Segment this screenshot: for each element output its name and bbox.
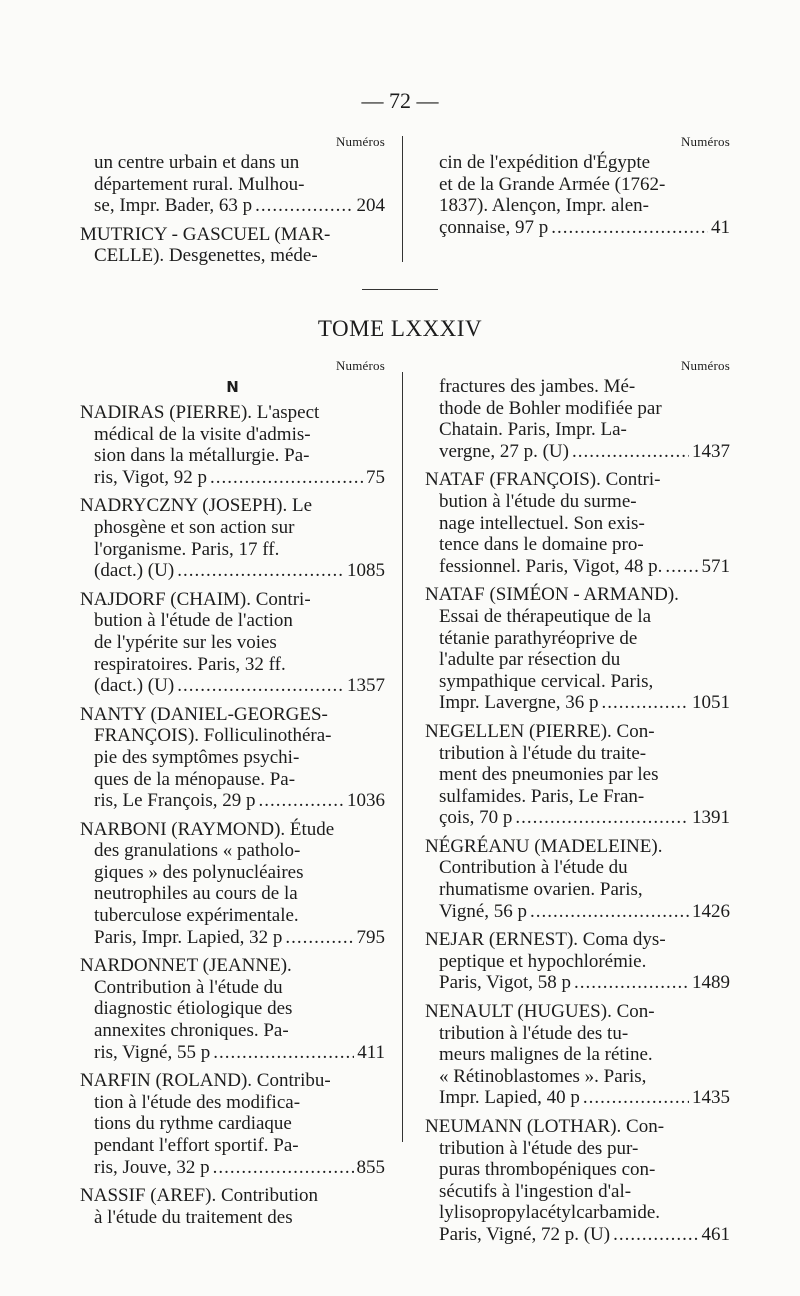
entry-tail-text: Paris, Impr. Lapied, 32 p (94, 926, 283, 948)
leader-dots (255, 195, 353, 217)
entry-line: fractures des jambes. Mé- (439, 376, 636, 397)
entry-line: Contribution à l'étude du (94, 976, 283, 998)
index-entry (425, 1001, 730, 1109)
index-entry (80, 704, 385, 812)
entry-line: bution à l'étude du surme- (439, 490, 637, 512)
entry-tail (94, 195, 385, 217)
right-column (425, 358, 730, 1253)
page-number: — 72 — (361, 88, 439, 113)
entry-line: lylisopropylacétylcarbamide. (439, 1202, 661, 1224)
entry-line: NENAULT (HUGUES). Con- (425, 1001, 655, 1023)
entry-number: 75 (366, 466, 385, 488)
entry-number: 1357 (347, 675, 385, 697)
entry-number: 1489 (692, 972, 730, 994)
entry-number: 1051 (692, 692, 730, 714)
entry-tail-text: vergne, 27 p. (U) (439, 440, 569, 462)
entry-line: tribution à l'étude des tu- (439, 1022, 629, 1044)
entry-line: l'organisme. Paris, 17 ff. (94, 538, 280, 560)
leader-dots (551, 217, 708, 239)
entry-line: NADRYCZNY (JOSEPH). Le (80, 495, 313, 517)
entry-line: respiratoires. Paris, 32 ff. (94, 653, 286, 675)
entry-line: à l'étude du traitement des (94, 1206, 293, 1228)
numeros-header: Numéros (335, 134, 385, 149)
entry-tail (439, 972, 730, 994)
entry-tail (439, 556, 730, 578)
index-entry (80, 819, 385, 949)
entry-tail-text: Vigné, 56 p (439, 900, 528, 922)
index-entry (425, 836, 730, 922)
entry-line: sympathique cervical. Paris, (439, 670, 654, 692)
entry-line: NASSIF (AREF). Contribution (80, 1185, 319, 1207)
entry-number: 204 (356, 195, 385, 217)
left-entries (80, 402, 385, 1228)
entry-number: 461 (701, 1223, 730, 1245)
entry-tail-text: Paris, Vigné, 72 p. (U) (439, 1223, 611, 1245)
entry-line: sécutifs à l'ingestion d'al- (439, 1180, 632, 1202)
entry-line: NARBONI (RAYMOND). Étude (80, 818, 335, 840)
entry-line: CELLE). Desgenettes, méde- (94, 245, 318, 267)
entry-number: 795 (356, 926, 385, 948)
numeros-header: Numéros (680, 134, 730, 149)
entry-line: 1837). Alençon, Impr. alen- (439, 195, 650, 217)
index-entry (80, 495, 385, 581)
entry-tail (94, 1157, 385, 1179)
leader-dots (177, 675, 344, 697)
entry-line: ment des pneumonies par les (439, 764, 659, 786)
entry-line: médical de la visite d'admis- (94, 423, 311, 445)
entry-tail-text: fessionnel. Paris, Vigot, 48 p. (439, 555, 663, 577)
entry-line: rhumatisme ovarien. Paris, (439, 879, 643, 901)
leader-dots (574, 972, 689, 994)
entry-tail-text: ris, Vigot, 92 p (94, 466, 208, 488)
entry-line: NATAF (FRANÇOIS). Contri- (425, 469, 661, 491)
leader-dots (258, 790, 344, 812)
index-entry (425, 152, 730, 238)
entry-line: thode de Bohler modifiée par (439, 397, 662, 419)
entry-line: un centre urbain et dans un (94, 152, 300, 173)
entry-tail-text: Impr. Lavergne, 36 p (439, 692, 599, 714)
leader-dots (177, 560, 344, 582)
entry-tail-text: (dact.) (U) (94, 560, 175, 582)
entry-tail-text: Impr. Lapied, 40 p (439, 1087, 580, 1109)
entry-tail (94, 467, 385, 489)
entry-line: FRANÇOIS). Folliculinothéra- (94, 725, 332, 747)
entry-tail (94, 560, 385, 582)
entry-tail (439, 1087, 730, 1109)
entry-number: 1391 (692, 807, 730, 829)
entry-line: NÉGRÉANU (MADELEINE). (425, 835, 663, 857)
entry-tail-text: ris, Jouve, 32 p (94, 1156, 210, 1178)
entry-tail (439, 1224, 730, 1246)
index-entry (425, 376, 730, 462)
entry-line: NARDONNET (JEANNE). (80, 955, 292, 977)
entry-line: des granulations « patholo- (94, 840, 301, 862)
section-letter: N (226, 378, 239, 396)
index-entry (80, 1185, 385, 1228)
entry-line: tion à l'étude des modifica- (94, 1091, 301, 1113)
entry-tail-text: se, Impr. Bader, 63 p (94, 195, 253, 217)
numeros-header: Numéros (680, 358, 730, 373)
entry-line: tribution à l'étude des pur- (439, 1137, 639, 1159)
top-left-entries (80, 152, 385, 267)
index-entry (425, 929, 730, 994)
index-entry (425, 584, 730, 714)
entry-number: 411 (357, 1041, 385, 1063)
entry-line: phosgène et son action sur (94, 516, 295, 538)
entry-line: cin de l'expédition d'Égypte (439, 152, 651, 173)
entry-line: Essai de thérapeutique de la (439, 605, 652, 627)
column-divider-main (402, 372, 403, 1142)
entry-number: 1036 (347, 790, 385, 812)
leader-dots (210, 467, 363, 489)
index-entry (425, 1116, 730, 1246)
entry-line: de l'ypérite sur les voies (94, 631, 277, 653)
leader-dots (530, 901, 689, 923)
entry-tail-text: (dact.) (U) (94, 675, 175, 697)
entry-tail (94, 790, 385, 812)
index-entry (80, 589, 385, 697)
leader-dots (613, 1224, 698, 1246)
entry-line: « Rétinoblastomes ». Paris, (439, 1065, 647, 1087)
entry-line: nage intellectuel. Son exis- (439, 512, 645, 534)
entry-line: neutrophiles au cours de la (94, 883, 298, 905)
column-divider-top (402, 136, 403, 262)
entry-line: tribution à l'étude du traite- (439, 742, 647, 764)
index-entry (80, 152, 385, 217)
index-entry (80, 955, 385, 1063)
entry-line: Contribution à l'étude du (439, 857, 628, 879)
entry-line: meurs malignes de la rétine. (439, 1044, 653, 1066)
top-right-entries (425, 152, 730, 238)
leader-dots (602, 692, 689, 714)
entry-line: ques de la ménopause. Pa- (94, 768, 296, 790)
tome-title: TOME LXXXIV (317, 316, 483, 341)
entry-line: Chatain. Paris, Impr. La- (439, 419, 627, 441)
entry-number: 1437 (692, 440, 730, 462)
entry-number: 571 (701, 555, 730, 577)
entry-line: sion dans la métallurgie. Pa- (94, 445, 310, 467)
entry-line: peptique et hypochlorémie. (439, 950, 647, 972)
leader-dots (285, 927, 353, 949)
entry-line: NEUMANN (LOTHAR). Con- (425, 1116, 665, 1137)
entry-line: NADIRAS (PIERRE). L'aspect (80, 402, 320, 423)
left-column (80, 358, 385, 1235)
entry-line: tence dans le domaine pro- (439, 534, 644, 556)
entry-tail-text: ris, Vigné, 55 p (94, 1041, 211, 1063)
entry-tail (94, 675, 385, 697)
leader-dots (665, 556, 698, 578)
index-entry (425, 469, 730, 577)
entry-line: NEJAR (ERNEST). Coma dys- (425, 929, 666, 951)
entry-tail (94, 1042, 385, 1064)
index-entry (80, 1070, 385, 1178)
entry-number: 41 (711, 216, 730, 238)
entry-tail (439, 807, 730, 829)
entry-line: NAJDORF (CHAIM). Contri- (80, 588, 311, 610)
entry-number: 1426 (692, 900, 730, 922)
entry-tail (439, 692, 730, 714)
entry-line: NATAF (SIMÉON - ARMAND). (425, 584, 679, 606)
entry-tail (94, 927, 385, 949)
leader-dots (213, 1042, 354, 1064)
entry-line: diagnostic étiologique des (94, 998, 293, 1020)
top-right-column (425, 134, 730, 245)
leader-dots (213, 1157, 354, 1179)
entry-line: département rural. Mulhou- (94, 173, 305, 195)
index-entry (80, 402, 385, 488)
index-entry (425, 721, 730, 829)
leader-dots (572, 441, 689, 463)
entry-tail-text: çonnaise, 97 p (439, 216, 549, 238)
entry-tail (439, 217, 730, 239)
entry-line: giques » des polynucléaires (94, 861, 304, 883)
entry-line: annexites chroniques. Pa- (94, 1020, 289, 1042)
entry-line: l'adulte par résection du (439, 649, 621, 671)
entry-line: et de la Grande Armée (1762- (439, 173, 666, 195)
entry-number: 1435 (692, 1087, 730, 1109)
entry-line: MUTRICY - GASCUEL (MAR- (80, 223, 331, 245)
entry-number: 1085 (347, 560, 385, 582)
right-entries (425, 376, 730, 1246)
entry-line: pendant l'effort sportif. Pa- (94, 1135, 299, 1156)
entry-tail-text: Paris, Vigot, 58 p (439, 972, 572, 994)
section-separator (362, 289, 438, 290)
entry-line: tétanie parathyréoprive de (439, 627, 638, 649)
entry-tail-text: çois, 70 p (439, 807, 513, 829)
entry-line: pie des symptômes psychi- (94, 746, 300, 768)
entry-tail-text: ris, Le François, 29 p (94, 790, 256, 812)
entry-number: 855 (356, 1156, 385, 1178)
entry-line: tuberculose expérimentale. (94, 905, 299, 927)
entry-tail (439, 441, 730, 463)
entry-line: NEGELLEN (PIERRE). Con- (425, 720, 655, 742)
leader-dots (583, 1087, 689, 1109)
top-left-column (80, 134, 385, 274)
entry-tail (439, 901, 730, 923)
index-entry (80, 224, 385, 267)
entry-line: NANTY (DANIEL-GEORGES- (80, 703, 328, 725)
entry-line: puras thrombopéniques con- (439, 1159, 656, 1181)
numeros-header: Numéros (335, 358, 385, 373)
entry-line: bution à l'étude de l'action (94, 610, 293, 632)
leader-dots (515, 807, 689, 829)
entry-line: sulfamides. Paris, Le Fran- (439, 785, 645, 807)
entry-line: tions du rythme cardiaque (94, 1113, 292, 1135)
entry-line: NARFIN (ROLAND). Contribu- (80, 1070, 331, 1092)
